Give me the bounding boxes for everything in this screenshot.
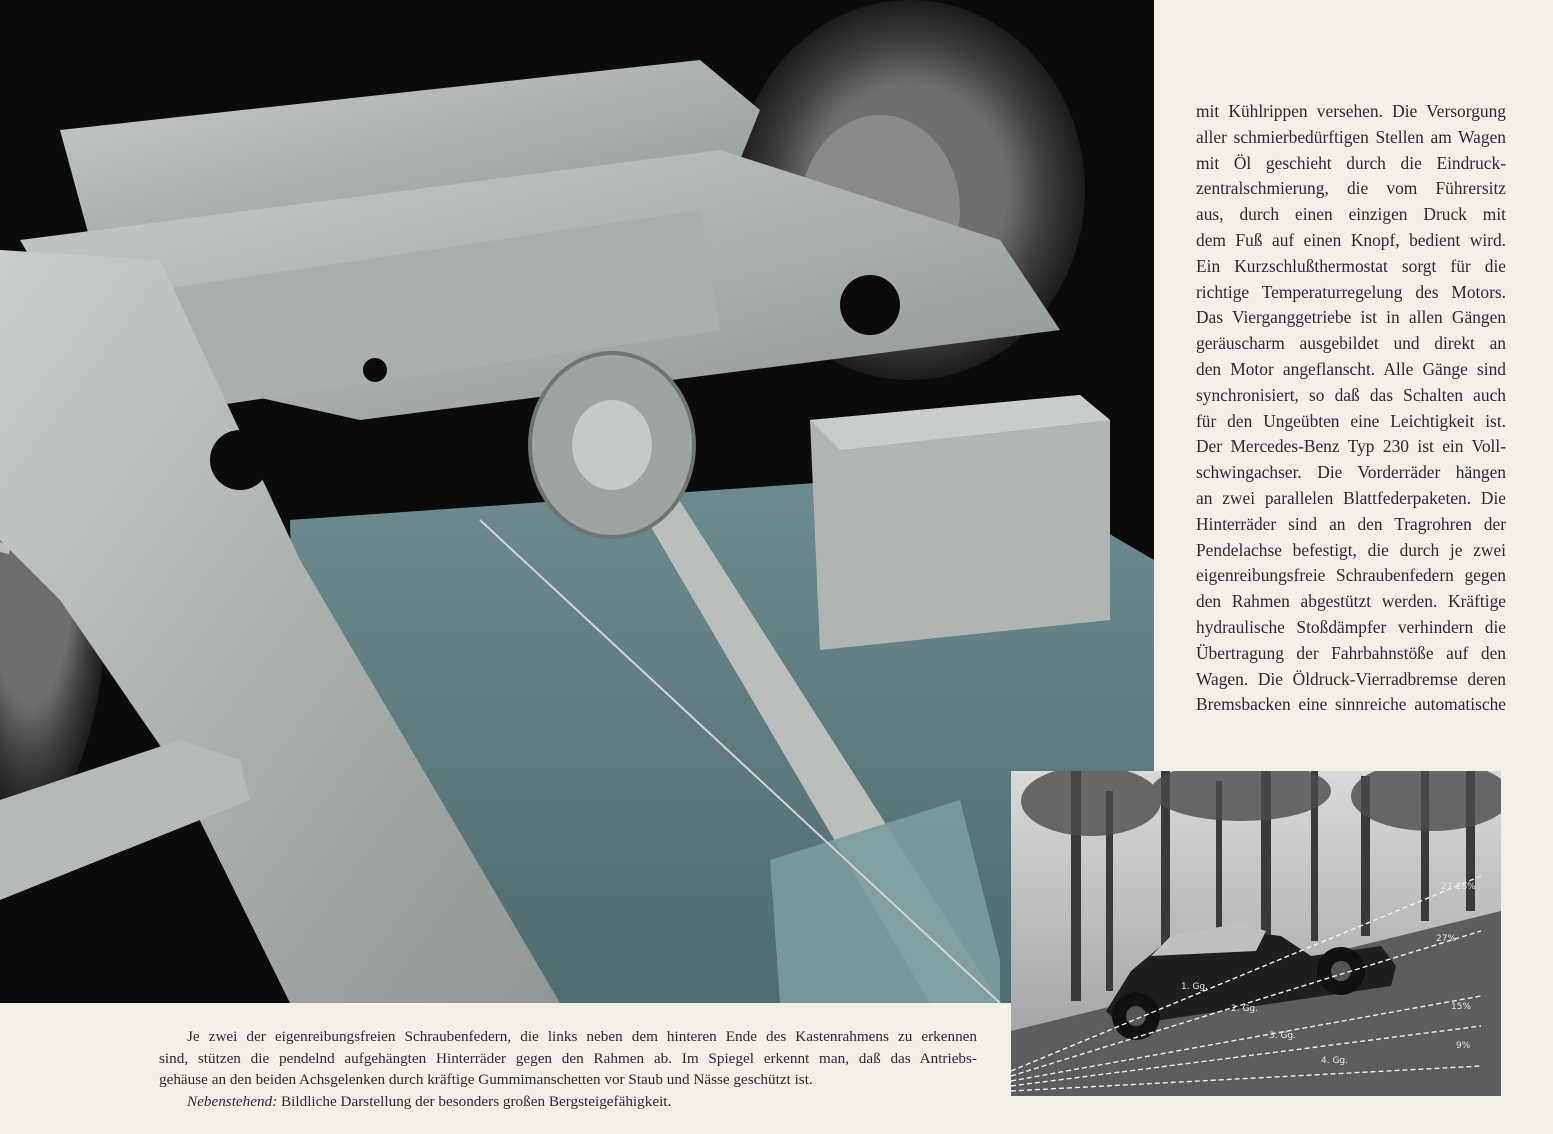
text-line: hydraulische Stoßdämpfer verhindern die [1196, 616, 1506, 637]
text-line: mit Kühlrippen versehen. Die Versorgung [1196, 101, 1506, 121]
text-line: Das Vierganggetriebe ist in allen Gängen [1196, 307, 1506, 328]
gear-label: 4. Gg. [1321, 1056, 1348, 1066]
text-line: Hinterräder sind an den Tragrohren der [1196, 513, 1506, 534]
text-line: geräuscharm ausgebildet und direkt an [1196, 333, 1506, 354]
text-line: aus, durch einen einzigen Druck mit [1196, 204, 1506, 225]
text-line: Pendelachse befestigt, die durch je zwei [1196, 539, 1506, 560]
text-line: Der Mercedes-Benz Typ 230 ist ein Voll- [1196, 436, 1506, 457]
text-line: zentralschmierung, die vom Führersitz [1196, 178, 1506, 199]
text-line: eigenreibungsfreie Schraubenfedern gegen [1196, 565, 1506, 586]
grade-label: 27% [1436, 934, 1457, 944]
gear-label: 1. Gg. [1181, 982, 1208, 992]
grade-label: 9% [1456, 1041, 1471, 1051]
gear-label: 2. Gg. [1231, 1004, 1258, 1014]
text-line: Wagen. Die Öldruck-Vierradbremse deren [1196, 668, 1506, 689]
text-line: an zwei parallelen Blattfederpaketen. Die [1196, 487, 1506, 508]
caption-line: sind, stützen die pendelnd aufgehängten Hinterräder gegen den Rahmen ab. Im Spiegel erkennt man, daß das Antriebs- [159, 1049, 977, 1067]
text-line: aller schmierbedürftigen Stellen am Wagen [1196, 126, 1506, 147]
caption-line: Je zwei der eigenreibungsfreien Schraubenfedern, die links neben dem hinteren Ende des Kastenrahmens zu erkennen [187, 1028, 977, 1045]
text-line: den Rahmen abgestützt werden. Kräftige [1196, 591, 1506, 612]
text-line: richtige Temperaturregelung des Motors. [1196, 281, 1506, 302]
photo-caption [159, 1026, 977, 1112]
text-line: für den Ungeübten eine Leichtigkeit ist. [1196, 410, 1506, 431]
text-line: Ein Kurzschlußthermostat sorgt für die [1196, 255, 1506, 276]
hill-climb-illustration [1011, 771, 1501, 1096]
caption-note-text: Bildliche Darstellung der besonders großen Bergsteigefähigkeit. [277, 1092, 672, 1110]
hill-climb-photo [1011, 771, 1501, 1096]
text-line: Übertragung der Fahrbahnstöße auf den [1196, 642, 1506, 663]
text-line: synchronisiert, so daß das Schalten auch [1196, 384, 1506, 405]
grade-label: 27-28% [1441, 882, 1476, 892]
caption-note-label: Nebenstehend: [187, 1092, 278, 1110]
grade-label: 15% [1451, 1002, 1472, 1012]
text-line: schwingachser. Die Vorderräder hängen [1196, 462, 1506, 483]
text-line: mit Öl geschieht durch die Eindruck- [1196, 152, 1506, 173]
text-line: Bremsbacken eine sinnreiche automatische [1196, 694, 1506, 715]
text-line: den Motor angeflanscht. Alle Gänge sind [1196, 358, 1506, 379]
text-line: dem Fuß auf einen Knopf, bedient wird. [1196, 229, 1506, 250]
gear-label: 3. Gg. [1269, 1031, 1296, 1041]
body-text-column [1196, 99, 1506, 718]
caption-note [159, 1091, 977, 1113]
caption-line: gehäuse an den beiden Achsgelenken durch kräftige Gummimanschetten vor Staub und Nässe geschützt ist. [159, 1071, 813, 1089]
